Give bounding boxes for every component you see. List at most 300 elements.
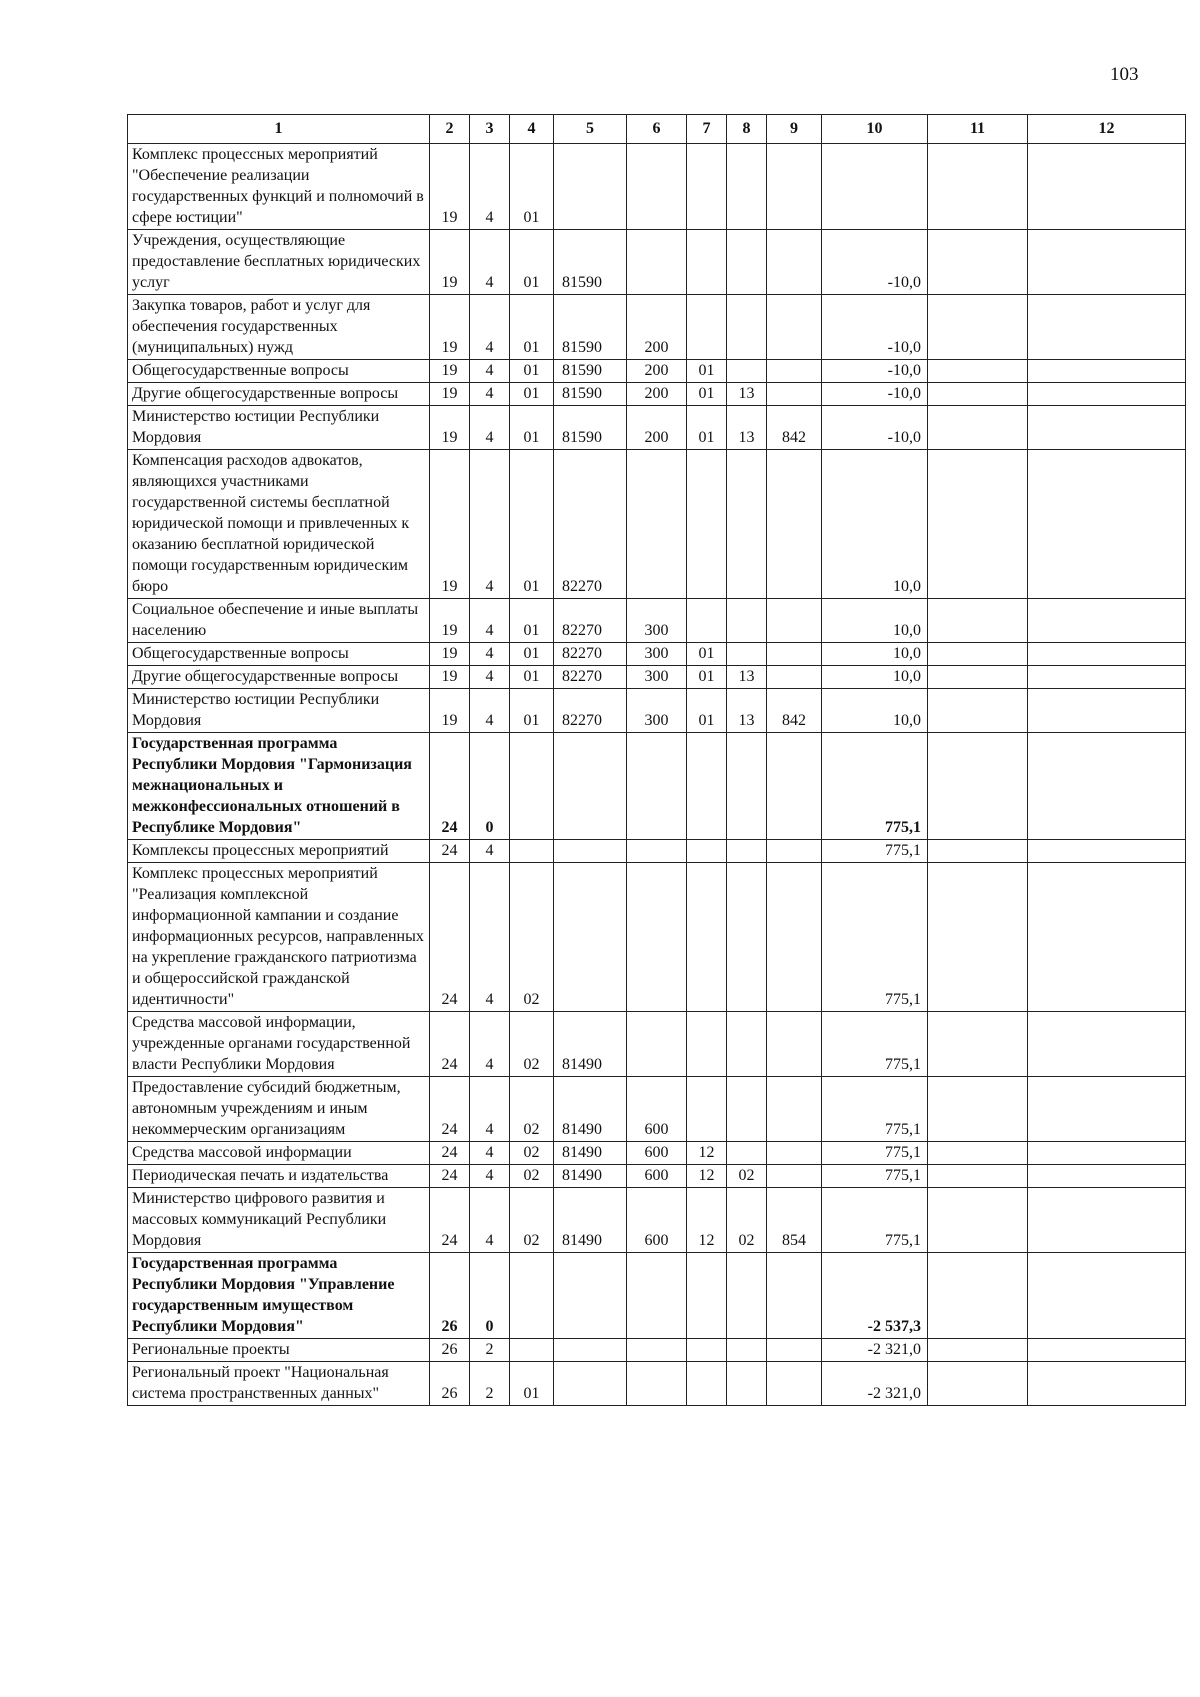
amount-cell <box>1028 643 1186 666</box>
target-article-cell: 82270 <box>554 689 627 733</box>
code-cell <box>687 230 727 295</box>
code-cell: 24 <box>430 840 470 863</box>
code-cell <box>767 863 822 1012</box>
code-cell <box>727 1253 767 1339</box>
amount-cell <box>928 1165 1028 1188</box>
code-cell <box>627 1339 687 1362</box>
code-cell: 600 <box>627 1077 687 1142</box>
code-cell: 4 <box>470 230 510 295</box>
amount-cell <box>928 230 1028 295</box>
target-article-cell: 81590 <box>554 383 627 406</box>
amount-cell <box>1028 1165 1186 1188</box>
amount-cell <box>928 1339 1028 1362</box>
code-cell: 01 <box>510 599 554 643</box>
target-article-cell: 82270 <box>554 666 627 689</box>
table-row <box>128 383 1186 406</box>
code-cell <box>627 1253 687 1339</box>
amount-cell <box>1028 1339 1186 1362</box>
code-cell <box>727 144 767 230</box>
code-cell <box>727 643 767 666</box>
code-cell <box>727 840 767 863</box>
code-cell: 01 <box>510 450 554 599</box>
column-header-9: 9 <box>767 115 822 144</box>
row-name-cell: Региональные проекты <box>128 1339 430 1362</box>
code-cell: 19 <box>430 450 470 599</box>
table-body <box>128 144 1186 1406</box>
code-cell <box>767 840 822 863</box>
code-cell: 0 <box>470 733 510 840</box>
row-name-cell: Социальное обеспечение и иные выплаты населению <box>128 599 430 643</box>
row-name-cell: Комплекс процессных мероприятий "Реализация комплексной информационной кампании и создание информационных ресурсов, направленных на укрепление гражданского патриотизма и общероссийской гражданской идентичности" <box>128 863 430 1012</box>
code-cell <box>687 1012 727 1077</box>
column-header-11: 11 <box>928 115 1028 144</box>
code-cell: 4 <box>470 1188 510 1253</box>
target-article-cell: 82270 <box>554 450 627 599</box>
code-cell: 4 <box>470 1165 510 1188</box>
code-cell <box>727 1142 767 1165</box>
amount-cell <box>1028 1077 1186 1142</box>
code-cell: 4 <box>470 1077 510 1142</box>
code-cell: 854 <box>767 1188 822 1253</box>
amount-cell <box>1028 1012 1186 1077</box>
row-name-cell: Министерство юстиции Республики Мордовия <box>128 689 430 733</box>
amount-cell <box>928 1362 1028 1406</box>
amount-cell <box>822 144 928 230</box>
target-article-cell: 81490 <box>554 1012 627 1077</box>
row-name-cell: Периодическая печать и издательства <box>128 1165 430 1188</box>
code-cell: 01 <box>510 666 554 689</box>
amount-cell: 775,1 <box>822 863 928 1012</box>
amount-cell <box>928 295 1028 360</box>
amount-cell: 775,1 <box>822 733 928 840</box>
code-cell <box>687 1253 727 1339</box>
table-row <box>128 406 1186 450</box>
amount-cell <box>1028 733 1186 840</box>
code-cell <box>727 599 767 643</box>
code-cell <box>510 840 554 863</box>
code-cell: 13 <box>727 406 767 450</box>
code-cell: 4 <box>470 689 510 733</box>
code-cell <box>767 1142 822 1165</box>
target-article-cell: 81590 <box>554 295 627 360</box>
code-cell <box>627 733 687 840</box>
table-row <box>128 1165 1186 1188</box>
table-row <box>128 599 1186 643</box>
amount-cell <box>928 1253 1028 1339</box>
row-name-cell: Компенсация расходов адвокатов, являющихся участниками государственной системы бесплатной юридической помощи и привлеченных к оказанию бесплатной юридической помощи государственным юридическим бюро <box>128 450 430 599</box>
column-header-4: 4 <box>510 115 554 144</box>
table-row <box>128 1142 1186 1165</box>
code-cell: 24 <box>430 1012 470 1077</box>
code-cell: 19 <box>430 144 470 230</box>
code-cell: 24 <box>430 1142 470 1165</box>
amount-cell <box>928 733 1028 840</box>
code-cell <box>627 230 687 295</box>
table-row <box>128 450 1186 599</box>
code-cell <box>627 1362 687 1406</box>
code-cell <box>767 383 822 406</box>
code-cell <box>727 1339 767 1362</box>
amount-cell <box>1028 863 1186 1012</box>
code-cell: 4 <box>470 666 510 689</box>
code-cell: 24 <box>430 863 470 1012</box>
code-cell <box>727 450 767 599</box>
amount-cell <box>1028 1253 1186 1339</box>
code-cell: 26 <box>430 1253 470 1339</box>
code-cell: 01 <box>687 643 727 666</box>
code-cell: 4 <box>470 1012 510 1077</box>
amount-cell: 10,0 <box>822 689 928 733</box>
code-cell: 12 <box>687 1165 727 1188</box>
code-cell <box>687 1362 727 1406</box>
code-cell: 02 <box>510 1012 554 1077</box>
code-cell: 24 <box>430 1188 470 1253</box>
amount-cell: 10,0 <box>822 599 928 643</box>
table-row <box>128 1362 1186 1406</box>
table-row <box>128 666 1186 689</box>
code-cell: 2 <box>470 1362 510 1406</box>
code-cell: 13 <box>727 666 767 689</box>
code-cell: 01 <box>510 406 554 450</box>
code-cell <box>767 1077 822 1142</box>
code-cell: 200 <box>627 383 687 406</box>
amount-cell <box>928 1188 1028 1253</box>
code-cell: 01 <box>510 689 554 733</box>
amount-cell: -2 537,3 <box>822 1253 928 1339</box>
code-cell: 4 <box>470 295 510 360</box>
table-row <box>128 360 1186 383</box>
code-cell: 842 <box>767 689 822 733</box>
amount-cell <box>1028 144 1186 230</box>
code-cell <box>767 1253 822 1339</box>
code-cell <box>687 1077 727 1142</box>
code-cell <box>727 295 767 360</box>
page-number: 103 <box>1110 64 1139 85</box>
code-cell <box>727 360 767 383</box>
code-cell: 01 <box>687 360 727 383</box>
target-article-cell <box>554 1339 627 1362</box>
code-cell: 19 <box>430 230 470 295</box>
code-cell: 200 <box>627 406 687 450</box>
amount-cell <box>1028 360 1186 383</box>
amount-cell: 775,1 <box>822 1142 928 1165</box>
code-cell <box>727 230 767 295</box>
row-name-cell: Закупка товаров, работ и услуг для обеспечения государственных (муниципальных) нужд <box>128 295 430 360</box>
code-cell <box>767 1362 822 1406</box>
code-cell: 24 <box>430 733 470 840</box>
code-cell <box>727 1362 767 1406</box>
code-cell: 4 <box>470 144 510 230</box>
target-article-cell: 81490 <box>554 1142 627 1165</box>
code-cell: 600 <box>627 1188 687 1253</box>
code-cell: 13 <box>727 383 767 406</box>
amount-cell: 10,0 <box>822 666 928 689</box>
target-article-cell <box>554 733 627 840</box>
target-article-cell: 81590 <box>554 406 627 450</box>
code-cell <box>687 599 727 643</box>
code-cell: 12 <box>687 1142 727 1165</box>
code-cell: 02 <box>510 1142 554 1165</box>
code-cell: 600 <box>627 1165 687 1188</box>
table-row <box>128 1012 1186 1077</box>
table-row <box>128 643 1186 666</box>
code-cell: 300 <box>627 643 687 666</box>
amount-cell: -10,0 <box>822 383 928 406</box>
amount-cell <box>1028 840 1186 863</box>
table-row <box>128 144 1186 230</box>
code-cell <box>767 144 822 230</box>
table-row <box>128 1188 1186 1253</box>
column-header-6: 6 <box>627 115 687 144</box>
code-cell: 4 <box>470 1142 510 1165</box>
column-header-7: 7 <box>687 115 727 144</box>
code-cell <box>687 450 727 599</box>
row-name-cell: Общегосударственные вопросы <box>128 643 430 666</box>
amount-cell <box>1028 689 1186 733</box>
code-cell: 02 <box>727 1165 767 1188</box>
code-cell: 02 <box>727 1188 767 1253</box>
amount-cell: 775,1 <box>822 840 928 863</box>
code-cell <box>687 863 727 1012</box>
target-article-cell <box>554 144 627 230</box>
code-cell <box>687 144 727 230</box>
table-row <box>128 230 1186 295</box>
column-header-5: 5 <box>554 115 627 144</box>
code-cell: 01 <box>510 360 554 383</box>
code-cell: 02 <box>510 863 554 1012</box>
table-row <box>128 1253 1186 1339</box>
code-cell <box>627 450 687 599</box>
code-cell: 24 <box>430 1077 470 1142</box>
row-name-cell: Комплексы процессных мероприятий <box>128 840 430 863</box>
code-cell: 19 <box>430 643 470 666</box>
amount-cell: 775,1 <box>822 1188 928 1253</box>
code-cell <box>510 1253 554 1339</box>
code-cell: 01 <box>687 406 727 450</box>
row-name-cell: Государственная программа Республики Мордовия "Гармонизация межнациональных и межконфессиональных отношений в Республике Мордовия" <box>128 733 430 840</box>
amount-cell: -10,0 <box>822 406 928 450</box>
column-header-3: 3 <box>470 115 510 144</box>
code-cell <box>767 360 822 383</box>
code-cell <box>687 295 727 360</box>
code-cell: 300 <box>627 599 687 643</box>
column-header-2: 2 <box>430 115 470 144</box>
amount-cell <box>928 643 1028 666</box>
code-cell <box>767 1339 822 1362</box>
code-cell <box>627 1012 687 1077</box>
code-cell: 01 <box>687 689 727 733</box>
code-cell: 13 <box>727 689 767 733</box>
code-cell: 24 <box>430 1165 470 1188</box>
row-name-cell: Другие общегосударственные вопросы <box>128 383 430 406</box>
code-cell <box>767 1165 822 1188</box>
code-cell: 0 <box>470 1253 510 1339</box>
code-cell <box>767 295 822 360</box>
target-article-cell: 81590 <box>554 360 627 383</box>
code-cell: 01 <box>510 295 554 360</box>
target-article-cell: 81490 <box>554 1188 627 1253</box>
row-name-cell: Средства массовой информации <box>128 1142 430 1165</box>
code-cell: 01 <box>510 383 554 406</box>
amount-cell <box>928 863 1028 1012</box>
row-name-cell: Министерство юстиции Республики Мордовия <box>128 406 430 450</box>
code-cell: 300 <box>627 689 687 733</box>
amount-cell <box>1028 666 1186 689</box>
table-row <box>128 1077 1186 1142</box>
table-row <box>128 689 1186 733</box>
amount-cell <box>1028 1362 1186 1406</box>
amount-cell: 775,1 <box>822 1165 928 1188</box>
row-name-cell: Государственная программа Республики Мордовия "Управление государственным имуществом Республики Мордовия" <box>128 1253 430 1339</box>
code-cell: 2 <box>470 1339 510 1362</box>
table-row <box>128 863 1186 1012</box>
code-cell: 4 <box>470 863 510 1012</box>
column-header-1: 1 <box>128 115 430 144</box>
amount-cell: 775,1 <box>822 1012 928 1077</box>
code-cell: 4 <box>470 643 510 666</box>
code-cell: 01 <box>510 144 554 230</box>
amount-cell <box>928 406 1028 450</box>
code-cell <box>767 1012 822 1077</box>
code-cell <box>767 599 822 643</box>
code-cell <box>687 1339 727 1362</box>
amount-cell <box>1028 450 1186 599</box>
table-row <box>128 295 1186 360</box>
code-cell: 01 <box>510 230 554 295</box>
code-cell: 19 <box>430 383 470 406</box>
target-article-cell <box>554 1362 627 1406</box>
code-cell <box>767 230 822 295</box>
code-cell: 600 <box>627 1142 687 1165</box>
amount-cell: -2 321,0 <box>822 1339 928 1362</box>
code-cell <box>510 733 554 840</box>
code-cell: 200 <box>627 295 687 360</box>
amount-cell: -10,0 <box>822 295 928 360</box>
amount-cell <box>928 144 1028 230</box>
amount-cell <box>928 1077 1028 1142</box>
budget-table <box>127 114 1186 1406</box>
code-cell: 01 <box>510 643 554 666</box>
code-cell <box>627 144 687 230</box>
row-name-cell: Комплекс процессных мероприятий "Обеспечение реализации государственных функций и полномочий в сфере юстиции" <box>128 144 430 230</box>
amount-cell <box>1028 383 1186 406</box>
amount-cell <box>928 689 1028 733</box>
target-article-cell: 82270 <box>554 643 627 666</box>
code-cell: 19 <box>430 689 470 733</box>
code-cell <box>767 450 822 599</box>
code-cell: 300 <box>627 666 687 689</box>
row-name-cell: Предоставление субсидий бюджетным, автономным учреждениям и иным некоммерческим организациям <box>128 1077 430 1142</box>
code-cell <box>767 733 822 840</box>
amount-cell <box>1028 406 1186 450</box>
amount-cell <box>928 383 1028 406</box>
amount-cell: 10,0 <box>822 450 928 599</box>
amount-cell <box>928 599 1028 643</box>
target-article-cell <box>554 863 627 1012</box>
code-cell <box>767 643 822 666</box>
row-name-cell: Министерство цифрового развития и массовых коммуникаций Республики Мордовия <box>128 1188 430 1253</box>
code-cell: 26 <box>430 1362 470 1406</box>
code-cell: 4 <box>470 360 510 383</box>
code-cell: 12 <box>687 1188 727 1253</box>
code-cell: 4 <box>470 840 510 863</box>
target-article-cell: 81490 <box>554 1077 627 1142</box>
amount-cell: -2 321,0 <box>822 1362 928 1406</box>
table-row <box>128 840 1186 863</box>
code-cell: 19 <box>430 666 470 689</box>
code-cell <box>767 666 822 689</box>
target-article-cell: 81490 <box>554 1165 627 1188</box>
amount-cell <box>928 360 1028 383</box>
row-name-cell: Общегосударственные вопросы <box>128 360 430 383</box>
row-name-cell: Учреждения, осуществляющие предоставление бесплатных юридических услуг <box>128 230 430 295</box>
amount-cell <box>1028 1188 1186 1253</box>
amount-cell <box>928 1012 1028 1077</box>
code-cell <box>687 733 727 840</box>
code-cell <box>727 863 767 1012</box>
code-cell: 19 <box>430 406 470 450</box>
code-cell: 200 <box>627 360 687 383</box>
amount-cell: -10,0 <box>822 230 928 295</box>
code-cell <box>727 1012 767 1077</box>
amount-cell <box>1028 295 1186 360</box>
code-cell <box>627 863 687 1012</box>
code-cell: 02 <box>510 1165 554 1188</box>
code-cell: 26 <box>430 1339 470 1362</box>
amount-cell: -10,0 <box>822 360 928 383</box>
target-article-cell: 82270 <box>554 599 627 643</box>
code-cell <box>627 840 687 863</box>
code-cell: 842 <box>767 406 822 450</box>
amount-cell <box>928 1142 1028 1165</box>
amount-cell <box>928 840 1028 863</box>
row-name-cell: Другие общегосударственные вопросы <box>128 666 430 689</box>
amount-cell: 775,1 <box>822 1077 928 1142</box>
target-article-cell <box>554 840 627 863</box>
code-cell <box>727 1077 767 1142</box>
code-cell: 02 <box>510 1188 554 1253</box>
amount-cell <box>928 450 1028 599</box>
code-cell <box>727 733 767 840</box>
code-cell: 01 <box>687 666 727 689</box>
code-cell <box>510 1339 554 1362</box>
column-header-10: 10 <box>822 115 928 144</box>
target-article-cell <box>554 1253 627 1339</box>
header-row <box>128 115 1186 144</box>
code-cell: 19 <box>430 360 470 383</box>
code-cell: 02 <box>510 1077 554 1142</box>
column-header-12: 12 <box>1028 115 1186 144</box>
target-article-cell: 81590 <box>554 230 627 295</box>
amount-cell <box>928 666 1028 689</box>
table-row <box>128 1339 1186 1362</box>
row-name-cell: Региональный проект "Национальная система пространственных данных" <box>128 1362 430 1406</box>
amount-cell <box>1028 230 1186 295</box>
column-header-8: 8 <box>727 115 767 144</box>
code-cell: 01 <box>687 383 727 406</box>
code-cell: 4 <box>470 599 510 643</box>
amount-cell: 10,0 <box>822 643 928 666</box>
code-cell: 4 <box>470 450 510 599</box>
table-row <box>128 733 1186 840</box>
code-cell: 4 <box>470 383 510 406</box>
amount-cell <box>1028 1142 1186 1165</box>
code-cell: 01 <box>510 1362 554 1406</box>
code-cell: 19 <box>430 599 470 643</box>
code-cell: 4 <box>470 406 510 450</box>
code-cell: 19 <box>430 295 470 360</box>
amount-cell <box>1028 599 1186 643</box>
